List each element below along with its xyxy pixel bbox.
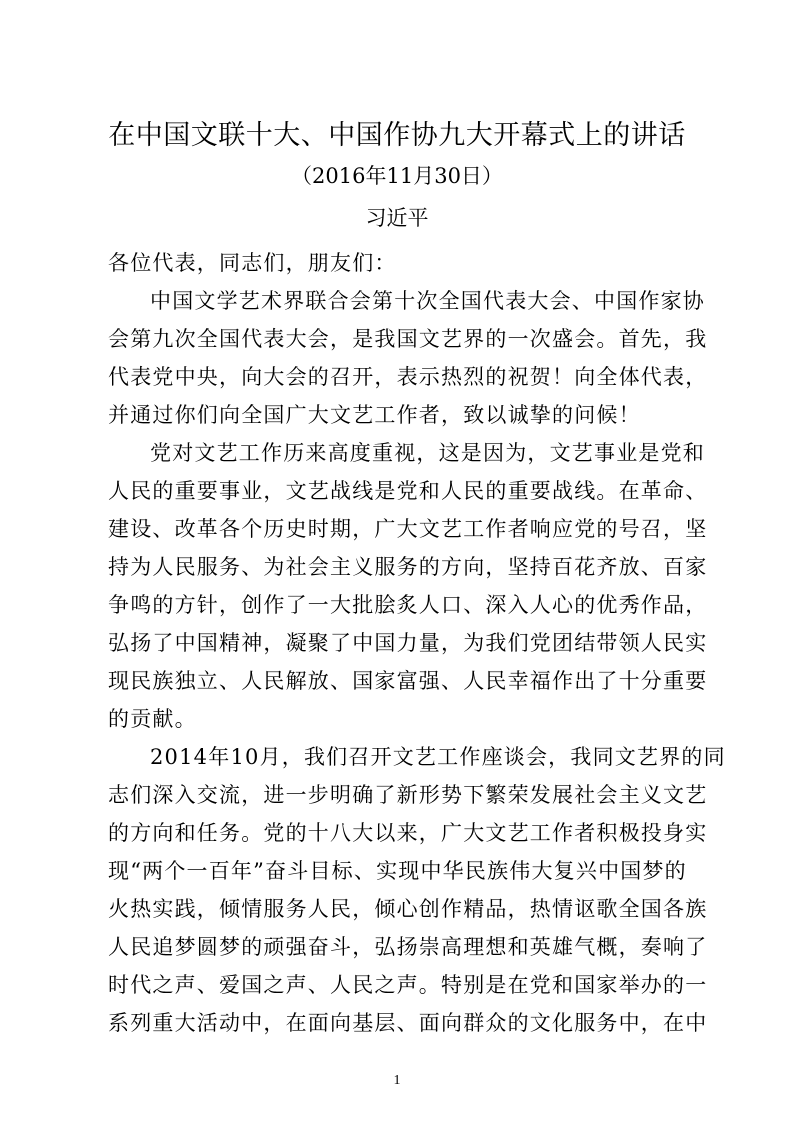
text-line: 中国文学艺术界联合会第十次全国代表大会、中国作家协 <box>150 289 705 313</box>
page-title: 在中国文联十大、中国作协九大开幕式上的讲话 <box>108 120 686 151</box>
document-body <box>108 244 726 1042</box>
text-line: 现民族独立、人民解放、国家富强、人民幸福作出了十分重要 <box>108 669 708 693</box>
text-line: 的方向和任务。党的十八大以来，广大文艺工作者积极投身实 <box>108 821 708 845</box>
speech-date: （2016年11月30日） <box>291 164 503 188</box>
greeting: 各位代表，同志们，朋友们： <box>108 251 397 275</box>
text-line: 并通过你们向全国广大文艺工作者，致以诚挚的问候！ <box>108 403 641 427</box>
text-line: 人民追梦圆梦的顽强奋斗，弘扬崇高理想和英雄气概，奏响了 <box>108 935 708 959</box>
text-line: 2014年10月，我们召开文艺工作座谈会，我同文艺界的同 <box>150 745 726 769</box>
text-line: 人民的重要事业，文艺战线是党和人民的重要战线。在革命、 <box>108 479 708 503</box>
text-line: 党对文艺工作历来高度重视，这是因为，文艺事业是党和 <box>150 441 705 465</box>
text-line: 志们深入交流，进一步明确了新形势下繁荣发展社会主义文艺 <box>108 783 708 807</box>
text-line: 系列重大活动中，在面向基层、面向群众的文化服务中，在中 <box>108 1011 708 1035</box>
text-line: 的贡献。 <box>108 707 197 731</box>
text-line: 现“两个一百年”奋斗目标、实现中华民族伟大复兴中国梦的 <box>108 859 687 883</box>
page-number: 1 <box>393 1073 401 1088</box>
text-line: 火热实践，倾情服务人民，倾心创作精品，热情讴歌全国各族 <box>108 897 708 921</box>
paragraph-2 <box>108 434 708 738</box>
text-line: 争鸣的方针，创作了一大批脍炙人口、深入人心的优秀作品， <box>108 593 708 617</box>
text-line: 持为人民服务、为社会主义服务的方向，坚持百花齐放、百家 <box>108 555 708 579</box>
text-line: 代表党中央，向大会的召开，表示热烈的祝贺！向全体代表， <box>108 365 708 389</box>
paragraph-1 <box>108 282 708 434</box>
text-line: 建设、改革各个历史时期，广大文艺工作者响应党的号召，坚 <box>108 517 708 541</box>
paragraph-3 <box>108 738 726 1042</box>
speech-author: 习近平 <box>365 206 429 230</box>
text-line: 时代之声、爱国之声、人民之声。特别是在党和国家举办的一 <box>108 973 708 997</box>
text-line: 会第九次全国代表大会，是我国文艺界的一次盛会。首先，我 <box>108 327 708 351</box>
text-line: 弘扬了中国精神，凝聚了中国力量，为我们党团结带领人民实 <box>108 631 708 655</box>
